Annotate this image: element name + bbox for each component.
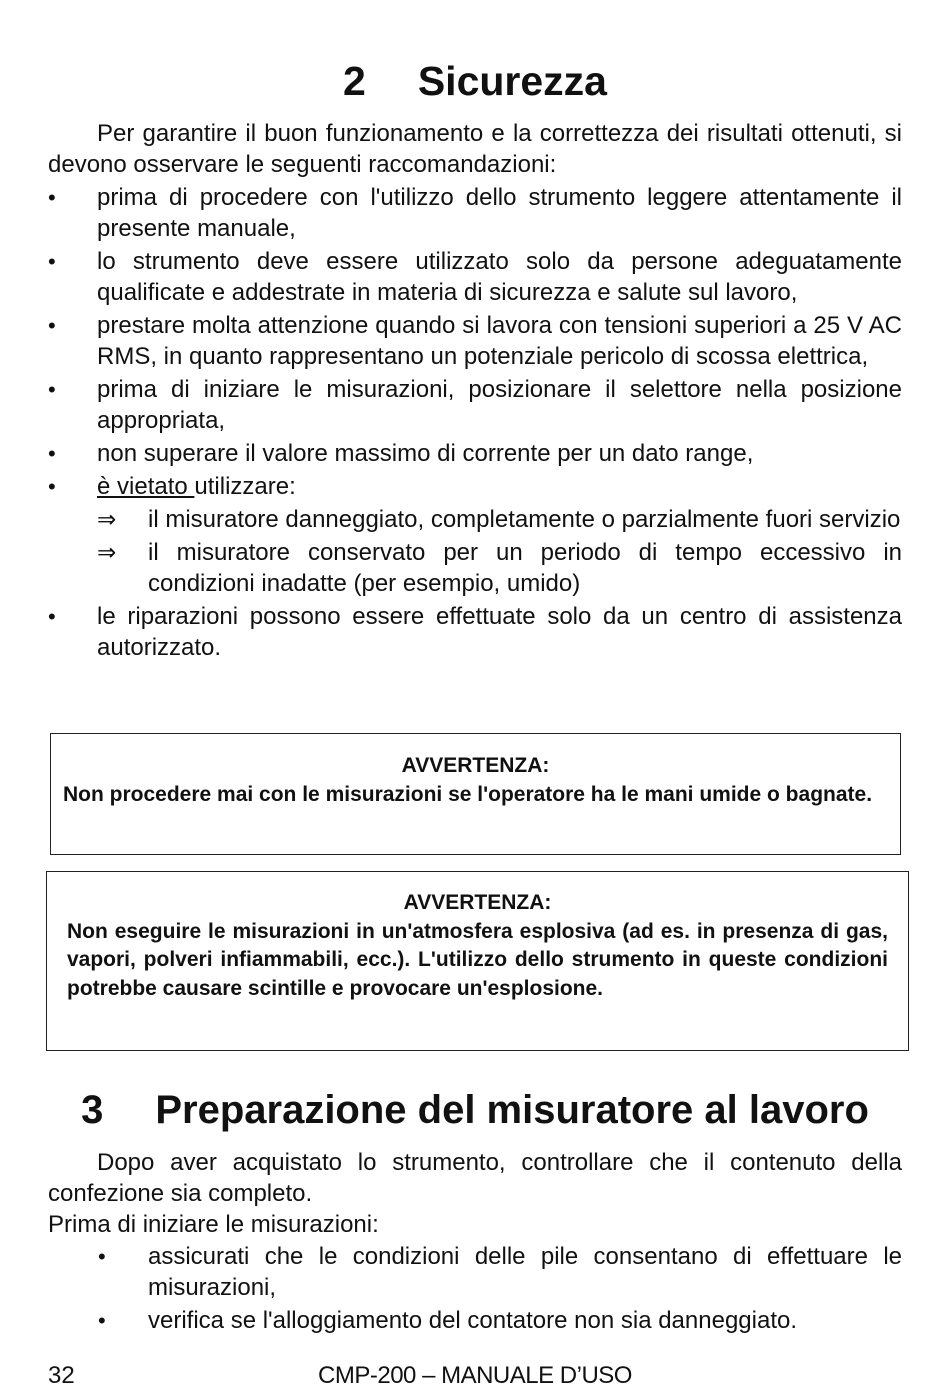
bullet-icon: • [98,1308,106,1333]
list-item: • assicurati che le condizioni delle pile consentano di effettuare le misurazioni, [98,1243,902,1301]
sub-list-item: ⇒ il misuratore danneggiato, completamente o parzialmente fuori servizio [97,506,901,533]
bullet-icon: • [48,377,56,402]
section-3-intro [48,1147,902,1209]
bullet-icon: • [48,313,56,338]
section-3-intro-text: Dopo aver acquistato lo strumento, controllare che il contenuto della confezione sia completo. [48,1149,902,1207]
bullet-icon: • [48,249,56,274]
arrow-right-icon: ⇒ [97,506,117,532]
section-2-number: 2 [343,58,366,104]
preparation-list [98,1241,902,1338]
section-2-title: Sicurezza [417,58,607,104]
list-item: • le riparazioni possono essere effettuate solo da un centro di assistenza autorizzato. [48,603,902,661]
list-item: • prima di procedere con l'utilizzo dello strumento leggere attentamente il presente manuale, [48,184,902,242]
safety-list [48,182,902,665]
footer-title: CMP-200 – MANUALE D’USO [318,1362,632,1389]
section-3-title: Preparazione del misuratore al lavoro [155,1088,869,1132]
page-number: 32 [48,1362,75,1389]
section-2-intro-text: Per garantire il buon funzionamento e la correttezza dei risultati ottenuti, si devono osservare le seguenti raccomandazioni: [48,120,902,178]
list-item-prohibited: • è vietato utilizzare: ⇒ il misuratore danneggiato, completamente o parzialmente fuori servizio ⇒ il misuratore conservato per un periodo di tempo eccessivo in condizioni inadatte (per esempio, umido) [48,473,902,597]
list-item: • prestare molta attenzione quando si lavora con tensioni superiori a 25 V AC RMS, in quanto rappresentano un potenziale pericolo di scossa elettrica, [48,312,902,370]
warning-box-explosive [46,871,909,1051]
sub-list-item: ⇒ il misuratore conservato per un periodo di tempo eccessivo in condizioni inadatte (per esempio, umido) [97,539,902,597]
list-item: • non superare il valore massimo di corrente per un dato range, [48,440,754,467]
list-item: • verifica se l'alloggiamento del contatore non sia danneggiato. [98,1307,798,1334]
section-3-number: 3 [81,1088,104,1132]
warning-title: AVVERTENZA: [403,891,552,914]
warning-box-wet-hands [50,733,901,855]
bullet-icon: • [48,474,56,499]
prohibited-label: è vietato [97,473,195,500]
bullet-icon: • [48,441,56,466]
warning-title: AVVERTENZA: [401,754,550,777]
bullet-icon: • [48,604,56,629]
warning-text: Non procedere mai con le misurazioni se l'operatore ha le mani umide o bagnate. [63,782,873,806]
section-2-intro [48,118,902,180]
list-item: • prima di iniziare le misurazioni, posizionare il selettore nella posizione appropriata, [48,376,902,434]
warning-text: Non eseguire le misurazioni in un'atmosfera esplosiva (ad es. in presenza di gas, vapori, polveri infiammabili, ecc.). L'utilizzo dello strumento in queste condizioni potrebbe causare scintille e provocare un'esplosione. [67,919,888,1000]
section-3-before: Prima di iniziare le misurazioni: [48,1211,379,1238]
list-item: • lo strumento deve essere utilizzato solo da persone adeguatamente qualificate e addestrate in materia di sicurezza e salute sul lavoro, [48,248,902,306]
bullet-icon: • [48,185,56,210]
section-2-heading [0,58,950,105]
arrow-right-icon: ⇒ [97,539,117,565]
bullet-icon: • [98,1244,106,1269]
section-3-heading [0,1088,950,1133]
prohibited-sublist [97,504,902,599]
